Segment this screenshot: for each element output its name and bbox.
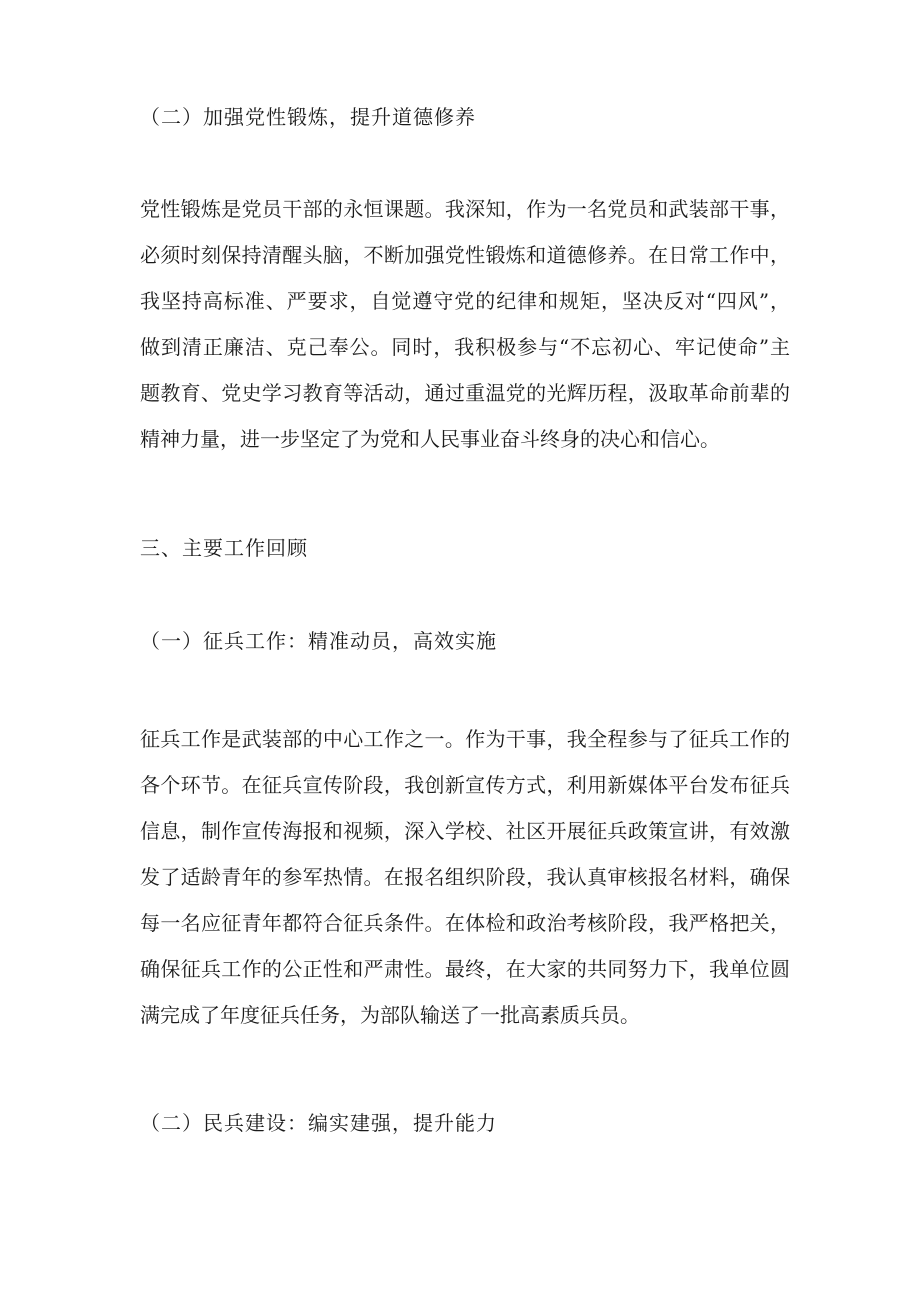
section-3-1-heading: （一）征兵工作：精准动员，高效实施 xyxy=(140,629,497,653)
paragraph-line: 我坚持高标准、严要求，自觉遵守党的纪律和规矩，坚决反对“四风”， xyxy=(140,289,790,313)
section-3-heading: 三、主要工作回顾 xyxy=(140,536,308,560)
paragraph-line: 满完成了年度征兵任务，为部队输送了一批高素质兵员。 xyxy=(140,1003,640,1027)
paragraph-line: 发了适龄青年的参军热情。在报名组织阶段，我认真审核报名材料，确保 xyxy=(140,865,790,889)
section-3-2-heading: （二）民兵建设：编实建强，提升能力 xyxy=(140,1111,497,1135)
paragraph-line: 必须时刻保持清醒头脑，不断加强党性锻炼和道德修养。在日常工作中， xyxy=(140,243,790,267)
paragraph-line: 做到清正廉洁、克己奉公。同时，我积极参与“不忘初心、牢记使命”主 xyxy=(140,335,790,359)
paragraph-line: 题教育、党史学习教育等活动，通过重温党的光辉历程，汲取革命前辈的 xyxy=(140,381,790,405)
paragraph-line: 确保征兵工作的公正性和严肃性。最终，在大家的共同努力下，我单位圆 xyxy=(140,957,790,981)
paragraph-line: 每一名应征青年都符合征兵条件。在体检和政治考核阶段，我严格把关， xyxy=(140,911,790,935)
paragraph-party-spirit xyxy=(140,186,790,462)
paragraph-line: 党性锻炼是党员干部的永恒课题。我深知，作为一名党员和武装部干事， xyxy=(140,197,790,221)
paragraph-line: 信息，制作宣传海报和视频，深入学校、社区开展征兵政策宣讲，有效激 xyxy=(140,819,790,843)
paragraph-recruitment xyxy=(140,716,790,1038)
section-2-2-heading: （二）加强党性锻炼，提升道德修养 xyxy=(140,105,476,129)
paragraph-line: 征兵工作是武装部的中心工作之一。作为干事，我全程参与了征兵工作的 xyxy=(140,727,790,751)
paragraph-line: 精神力量，进一步坚定了为党和人民事业奋斗终身的决心和信心。 xyxy=(140,427,720,451)
paragraph-line: 各个环节。在征兵宣传阶段，我创新宣传方式，利用新媒体平台发布征兵 xyxy=(140,773,790,797)
